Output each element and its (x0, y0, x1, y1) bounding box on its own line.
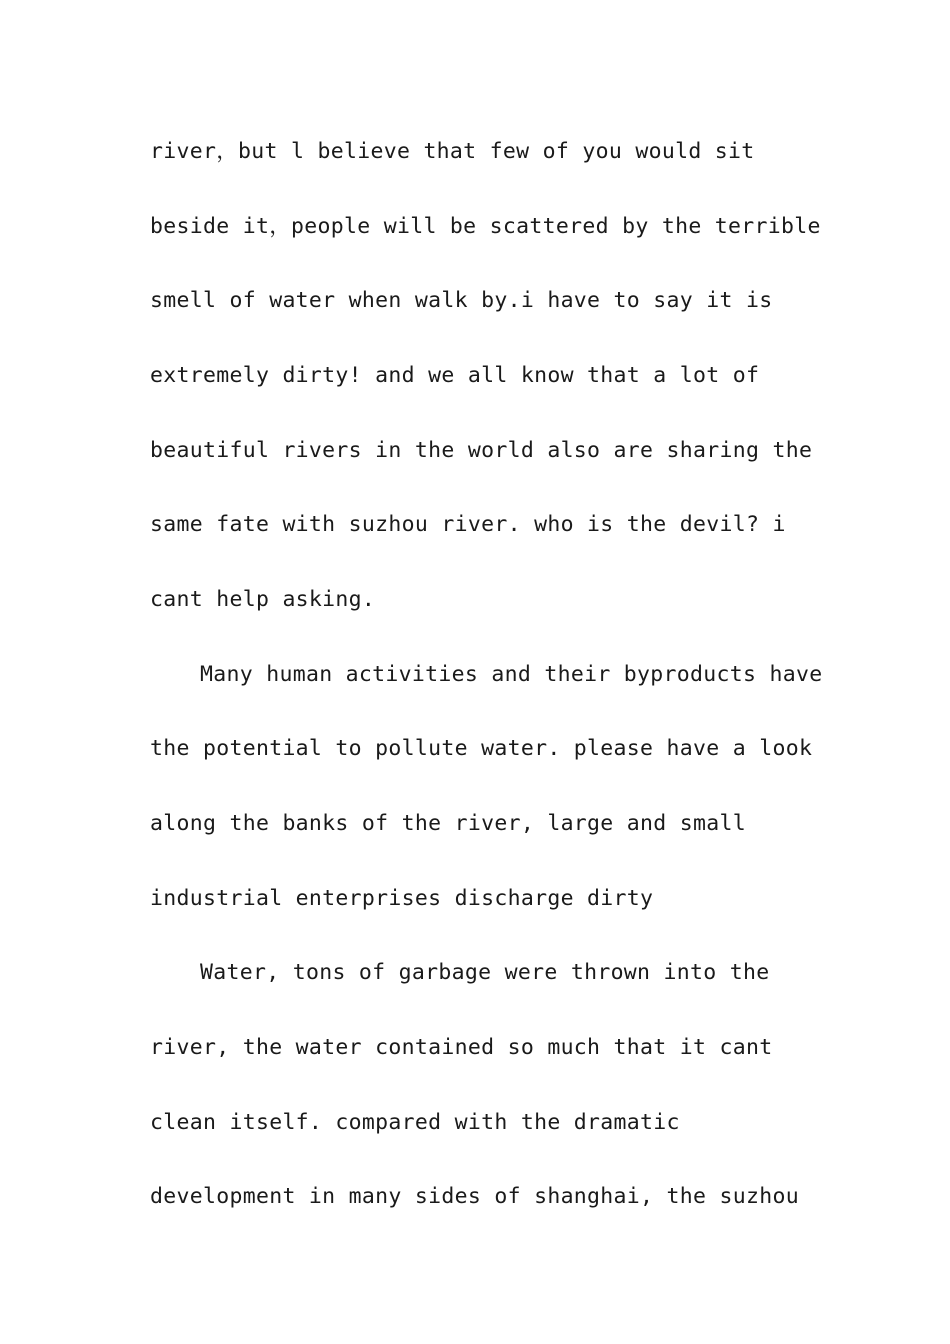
text-line: the potential to pollute water. please have a look (150, 736, 813, 761)
text-line: river，but l believe that few of you would sit (150, 139, 755, 164)
text-line: clean itself. compared with the dramatic (150, 1110, 680, 1135)
text-line: extremely dirty! and we all know that a lot of (150, 363, 760, 388)
text-line: along the banks of the river, large and small (150, 811, 746, 836)
paragraph-first-line: Water, tons of garbage were thrown into the (200, 960, 770, 985)
text-line: industrial enterprises discharge dirty (150, 886, 654, 911)
text-line: cant help asking. (150, 587, 376, 612)
text-line: beside it，people will be scattered by the terrible (150, 214, 821, 239)
text-line: development in many sides of shanghai, the suzhou (150, 1184, 799, 1209)
text-line: river, the water contained so much that it cant (150, 1035, 773, 1060)
text-line: smell of water when walk by.i have to say it is (150, 288, 773, 313)
text-line: same fate with suzhou river. who is the devil? i (150, 512, 786, 537)
text-line: beautiful rivers in the world also are sharing the (150, 438, 813, 463)
paragraph-first-line: Many human activities and their byproducts have (200, 662, 823, 687)
